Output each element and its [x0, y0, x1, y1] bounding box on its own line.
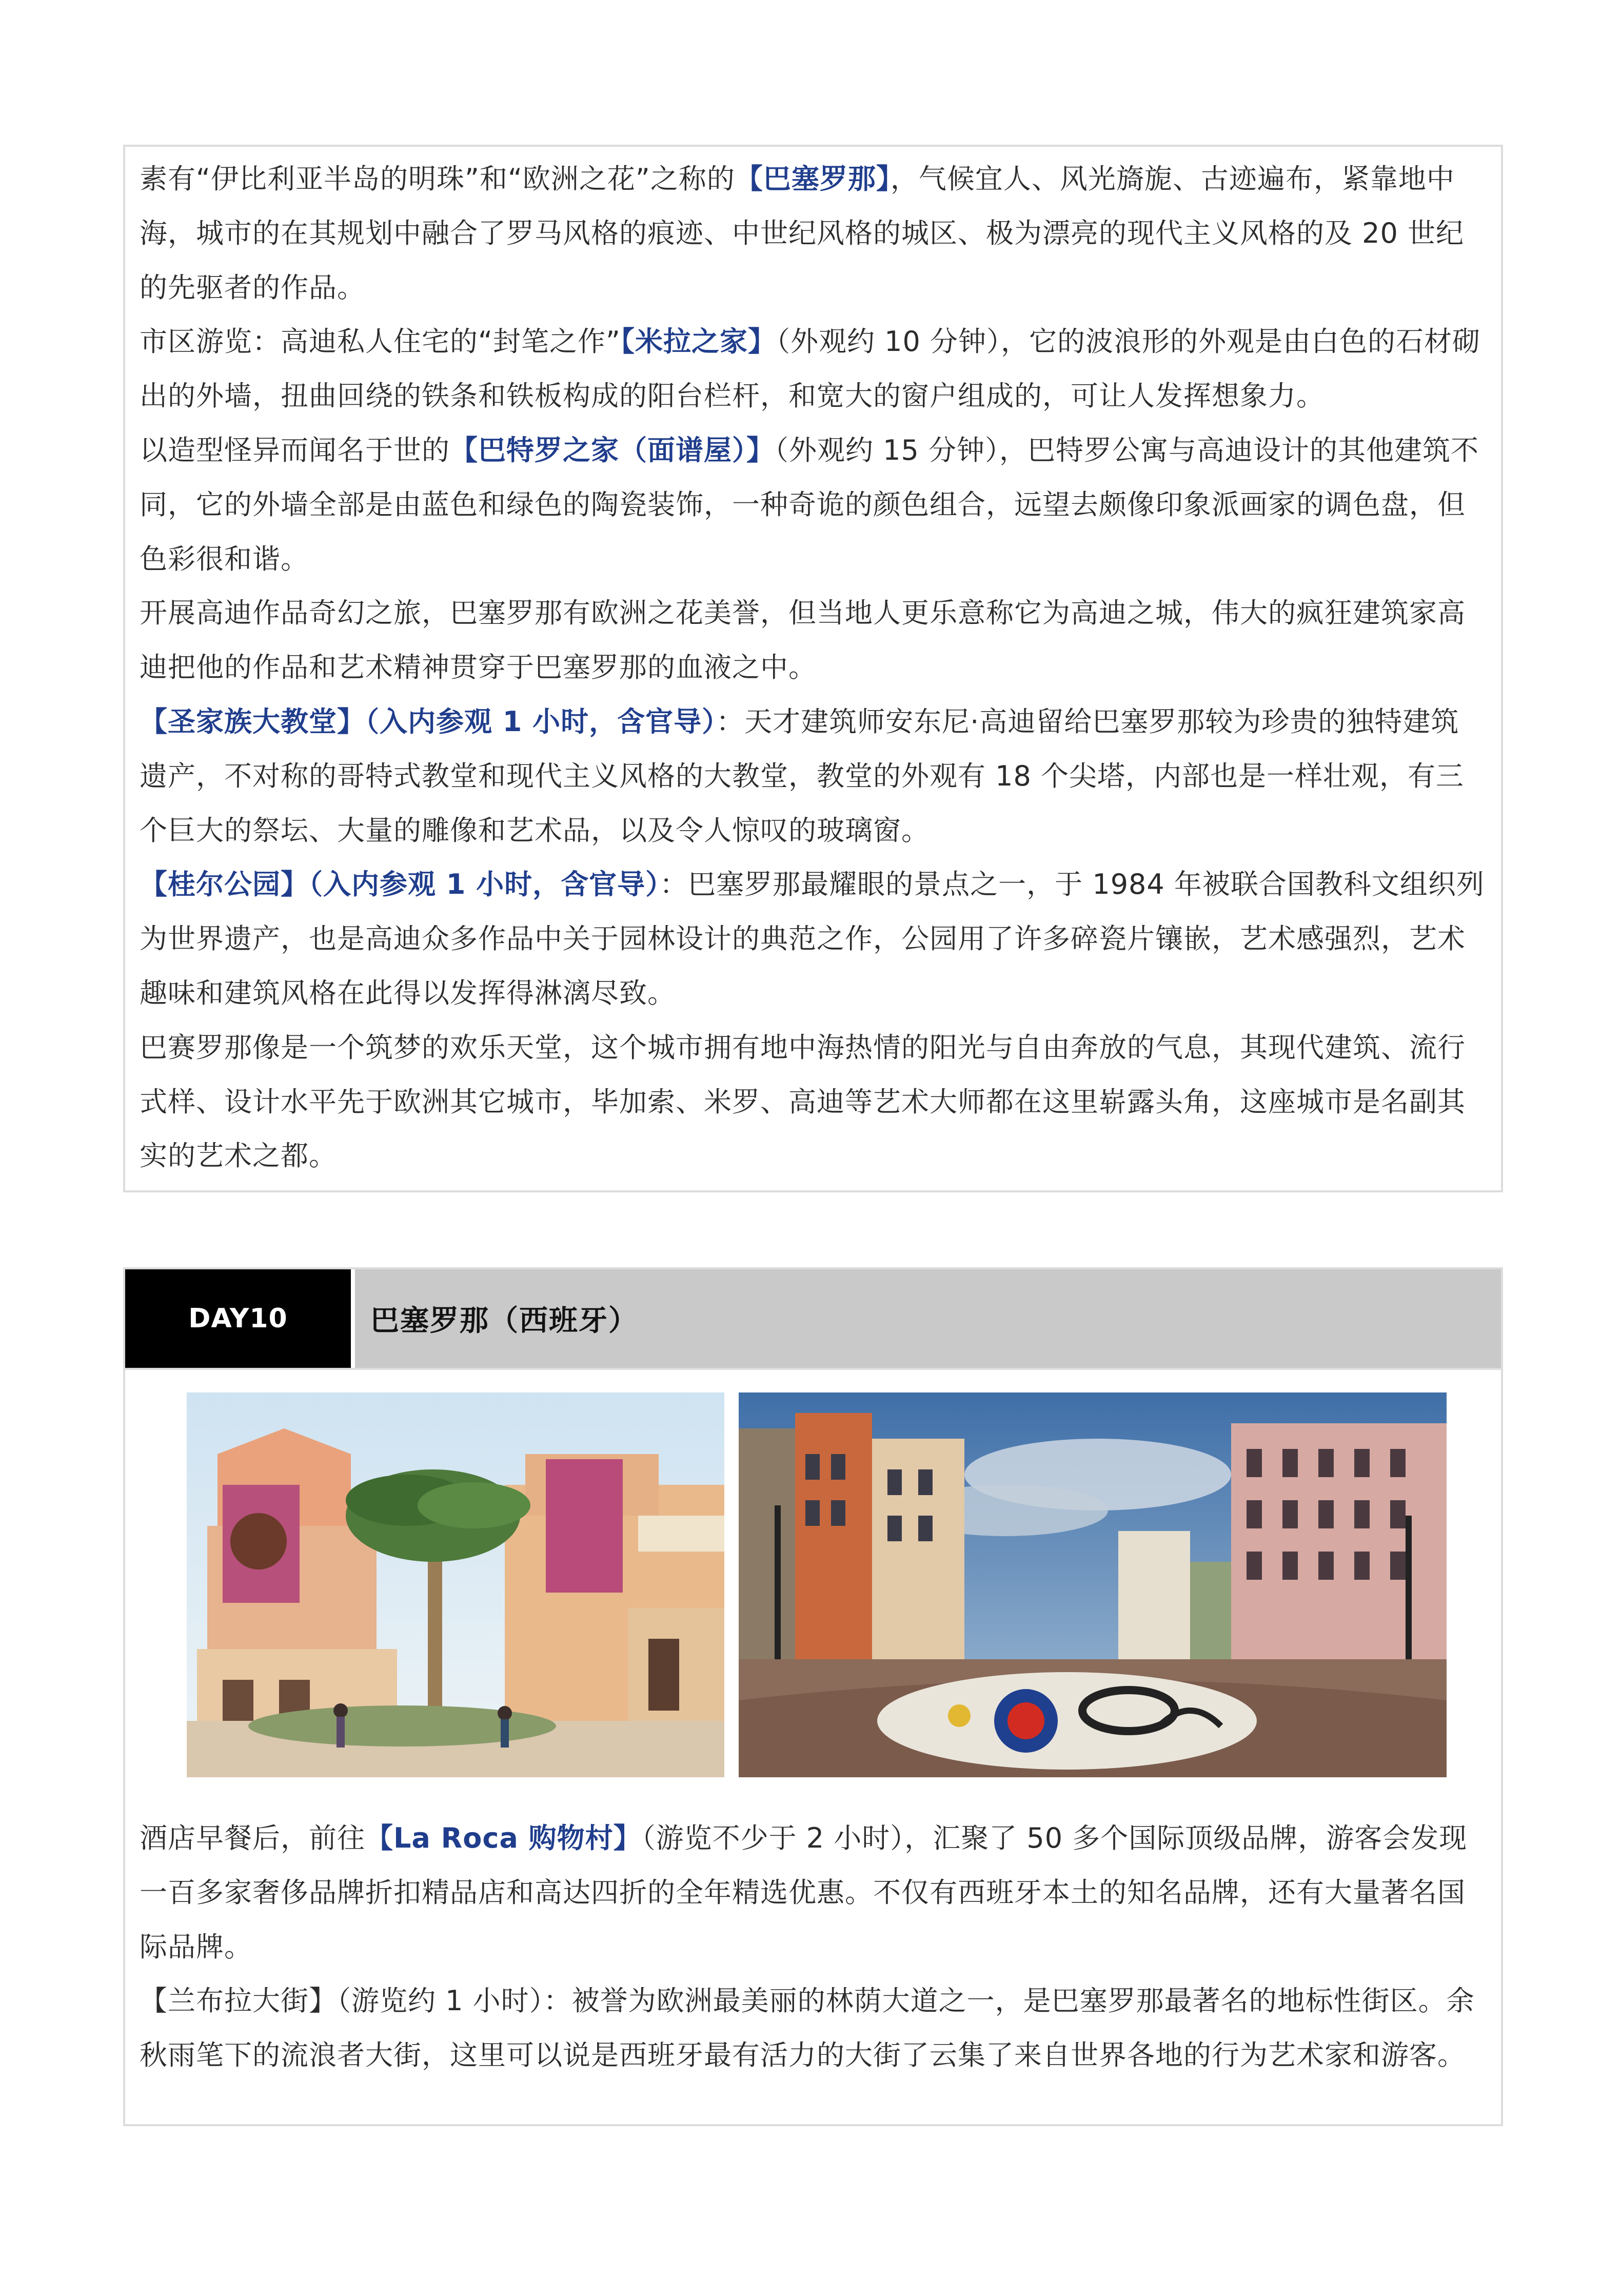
paragraph-text: （游览不少于 2 小时），汇聚了 50 多个国际顶级品牌，游客会发现一百多家奢侈品牌折扣精品店和高达四折的全年精选优惠。不仅有西班牙本土的知名品牌，还有大量著名国际品牌。: [140, 1822, 1468, 1963]
highlighted-term: 【巴塞罗那】: [735, 163, 891, 195]
section_bottom-paragraph: [140, 1974, 1486, 2083]
highlighted-term: 【巴特罗之家（面谱屋）】: [450, 434, 775, 466]
section_top-paragraph: [140, 857, 1486, 1020]
paragraph-text: 以造型怪异而闻名于世的: [140, 434, 450, 466]
paragraph-text: 市区游览：高迪私人住宅的“封笔之作”: [140, 325, 621, 358]
bottom-panel: [123, 1368, 1503, 2126]
paragraph-text: ，气候宜人、风光旖旎、古迹遍布，紧靠地中海，城市的在其规划中融合了罗马风格的痕迹、中世纪风格的城区、极为漂亮的现代主义风格的及 20 世纪的先驱者的作品。: [140, 163, 1465, 304]
paragraph-text: 开展高迪作品奇幻之旅，巴塞罗那有欧洲之花美誉，但当地人更乐意称它为高迪之城，伟大的疯狂建筑家高迪把他的作品和艺术精神贯穿于巴塞罗那的血液之中。: [140, 597, 1466, 684]
section_bottom-paragraph: [140, 1811, 1486, 1974]
top-text-panel: [123, 145, 1503, 1192]
section_top-paragraph: [140, 695, 1486, 857]
paragraph-text: 【兰布拉大街】（游览约 1 小时）：被誉为欧洲最美丽的林荫大道之一，是巴塞罗那最著名的地标性街区。余秋雨笔下的流浪者大街，这里可以说是西班牙最有活力的大街了云集了来自世界各地的行为艺术家和游客。: [140, 1985, 1475, 2072]
photo-row: [187, 1392, 1449, 1777]
paragraph-text: 素有“伊比利亚半岛的明珠”和“欧洲之花”之称的: [140, 163, 735, 195]
section_top-paragraph: [140, 152, 1486, 315]
paragraph-text: （外观约 10 分钟），它的波浪形的外观是由白色的石材砌出的外墙，扭曲回绕的铁条和铁板构成的阳台栏杆，和宽大的窗户组成的，可让人发挥想象力。: [140, 325, 1480, 413]
top-paragraphs: [140, 152, 1486, 1183]
section_top-paragraph: [140, 315, 1486, 423]
la-rambla-miro-mosaic-photo: [739, 1392, 1447, 1777]
highlighted-term: 【圣家族大教堂】（入内参观 1 小时，含官导）: [140, 705, 717, 738]
paragraph-text: ：天才建筑师安东尼·高迪留给巴塞罗那较为珍贵的独特建筑遗产，不对称的哥特式教堂和现代主义风格的大教堂，教堂的外观有 18 个尖塔，内部也是一样壮观，有三个巨大的祭坛、大量的雕像和艺术品，以及令人惊叹的玻璃窗。: [140, 705, 1465, 847]
section_top-paragraph: [140, 1021, 1486, 1183]
paragraph-text: 酒店早餐后，前往: [140, 1822, 365, 1854]
day-title: 巴塞罗那（西班牙）: [355, 1269, 1501, 1368]
bottom-paragraphs: [140, 1811, 1486, 2083]
paragraph-text: ：巴塞罗那最耀眼的景点之一，于 1984 年被联合国教科文组织列为世界遗产，也是高迪众多作品中关于园林设计的典范之作，公园用了许多碎瓷片镶嵌，艺术感强烈，艺术趣味和建筑风格在此得以发挥得淋漓尽致。: [140, 868, 1485, 1009]
highlighted-term: 【米拉之家】: [620, 325, 776, 358]
highlighted-term: 【La Roca 购物村】: [365, 1822, 642, 1854]
section_top-paragraph: [140, 423, 1486, 586]
paragraph-text: 巴赛罗那像是一个筑梦的欢乐天堂，这个城市拥有地中海热情的阳光与自由奔放的气息，其现代建筑、流行式样、设计水平先于欧洲其它城市，毕加索、米罗、高迪等艺术大师都在这里崭露头角，这座城市是名副其实的艺术之都。: [140, 1031, 1466, 1172]
day-header: [123, 1267, 1503, 1370]
la-roca-village-photo: [187, 1392, 724, 1777]
paragraph-text: （外观约 15 分钟），巴特罗公寓与高迪设计的其他建筑不同，它的外墙全部是由蓝色和绿色的陶瓷装饰，一种奇诡的颜色组合，远望去颇像印象派画家的调色盘，但色彩很和谐。: [140, 434, 1479, 575]
day-tag: DAY10: [125, 1269, 351, 1368]
highlighted-term: 【桂尔公园】（入内参观 1 小时，含官导）: [140, 868, 660, 901]
section_top-paragraph: [140, 586, 1486, 695]
